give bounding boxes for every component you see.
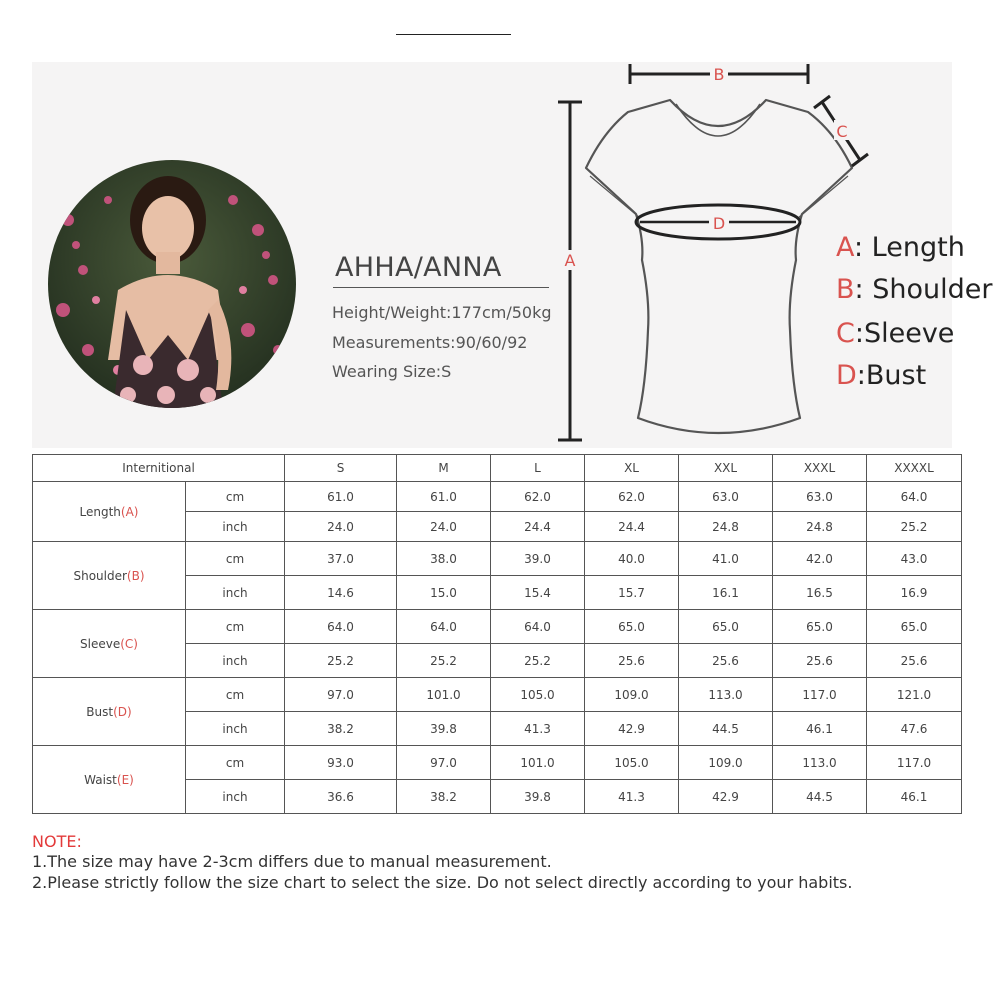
table-cell: 38.2: [285, 712, 397, 746]
unit-label: cm: [186, 746, 285, 780]
legend-length: A: Length: [836, 232, 965, 263]
table-cell: 117.0: [773, 678, 867, 712]
table-row: [33, 746, 962, 780]
model-wearing-size: Wearing Size:S: [332, 362, 452, 381]
table-cell: 24.4: [491, 512, 585, 542]
table-cell: 41.3: [585, 780, 679, 814]
table-cell: 24.0: [285, 512, 397, 542]
table-cell: 39.8: [491, 780, 585, 814]
table-row: [33, 610, 962, 644]
header-size: L: [491, 455, 585, 482]
unit-label: cm: [186, 542, 285, 576]
header-size: M: [397, 455, 491, 482]
table-cell: 40.0: [585, 542, 679, 576]
unit-label: inch: [186, 512, 285, 542]
legend-bust: D:Bust: [836, 360, 927, 391]
table-cell: 16.1: [679, 576, 773, 610]
label-b: B: [713, 65, 725, 84]
header-international: Internitional: [33, 455, 285, 482]
table-header-row: [33, 455, 962, 482]
table-cell: 41.3: [491, 712, 585, 746]
table-cell: 65.0: [773, 610, 867, 644]
table-cell: 64.0: [285, 610, 397, 644]
label-d: D: [712, 214, 726, 233]
header-size: XXL: [679, 455, 773, 482]
table-cell: 62.0: [585, 482, 679, 512]
label-a: A: [564, 251, 576, 270]
table-cell: 25.6: [679, 644, 773, 678]
model-name: AHHA/ANNA: [335, 252, 502, 283]
length-dimension: [558, 102, 582, 440]
table-cell: 44.5: [773, 780, 867, 814]
table-row: [33, 482, 962, 512]
table-cell: 105.0: [491, 678, 585, 712]
table-cell: 63.0: [679, 482, 773, 512]
table-cell: 65.0: [585, 610, 679, 644]
table-cell: 42.9: [679, 780, 773, 814]
table-row: [33, 542, 962, 576]
note-line-2: 2.Please strictly follow the size chart to select the size. Do not select directly according to your habits.: [32, 873, 853, 892]
table-cell: 39.8: [397, 712, 491, 746]
table-cell: 14.6: [285, 576, 397, 610]
legend-shoulder: B: Shoulder: [836, 274, 993, 305]
table-cell: 105.0: [585, 746, 679, 780]
table-cell: 109.0: [585, 678, 679, 712]
table-cell: 97.0: [397, 746, 491, 780]
note-line-1: 1.The size may have 2-3cm differs due to manual measurement.: [32, 852, 552, 871]
table-cell: 15.7: [585, 576, 679, 610]
table-cell: 39.0: [491, 542, 585, 576]
table-cell: 24.4: [585, 512, 679, 542]
table-cell: 25.2: [285, 644, 397, 678]
table-cell: 62.0: [491, 482, 585, 512]
table-cell: 25.6: [585, 644, 679, 678]
table-cell: 65.0: [867, 610, 962, 644]
table-cell: 43.0: [867, 542, 962, 576]
table-cell: 24.8: [773, 512, 867, 542]
table-cell: 25.6: [773, 644, 867, 678]
table-cell: 46.1: [867, 780, 962, 814]
header-size: XXXL: [773, 455, 867, 482]
header-size: S: [285, 455, 397, 482]
table-cell: 25.6: [867, 644, 962, 678]
table-cell: 24.8: [679, 512, 773, 542]
unit-label: cm: [186, 610, 285, 644]
table-cell: 36.6: [285, 780, 397, 814]
header-size: XL: [585, 455, 679, 482]
table-cell: 64.0: [491, 610, 585, 644]
table-cell: 63.0: [773, 482, 867, 512]
measurement-name: Shoulder(B): [33, 542, 186, 610]
table-cell: 121.0: [867, 678, 962, 712]
size-chart-table: [32, 454, 962, 814]
table-cell: 61.0: [285, 482, 397, 512]
table-cell: 16.5: [773, 576, 867, 610]
table-cell: 16.9: [867, 576, 962, 610]
table-cell: 15.4: [491, 576, 585, 610]
table-cell: 38.2: [397, 780, 491, 814]
header-size: XXXXL: [867, 455, 962, 482]
note-title: NOTE:: [32, 832, 82, 851]
tshirt-outline: [586, 100, 852, 433]
table-cell: 109.0: [679, 746, 773, 780]
table-cell: 42.9: [585, 712, 679, 746]
table-cell: 101.0: [491, 746, 585, 780]
tshirt-measurement-diagram: [0, 0, 1000, 460]
table-cell: 117.0: [867, 746, 962, 780]
table-cell: 25.2: [397, 644, 491, 678]
unit-label: inch: [186, 576, 285, 610]
table-cell: 42.0: [773, 542, 867, 576]
table-cell: 41.0: [679, 542, 773, 576]
table-cell: 64.0: [867, 482, 962, 512]
unit-label: inch: [186, 712, 285, 746]
table-row: [33, 678, 962, 712]
table-cell: 93.0: [285, 746, 397, 780]
unit-label: cm: [186, 482, 285, 512]
table-cell: 64.0: [397, 610, 491, 644]
table-cell: 15.0: [397, 576, 491, 610]
measurement-name: Bust(D): [33, 678, 186, 746]
unit-label: inch: [186, 644, 285, 678]
measurement-name: Waist(E): [33, 746, 186, 814]
measurement-name: Length(A): [33, 482, 186, 542]
table-cell: 25.2: [867, 512, 962, 542]
table-cell: 47.6: [867, 712, 962, 746]
table-cell: 97.0: [285, 678, 397, 712]
table-cell: 101.0: [397, 678, 491, 712]
table-cell: 113.0: [773, 746, 867, 780]
table-cell: 24.0: [397, 512, 491, 542]
table-cell: 37.0: [285, 542, 397, 576]
table-cell: 25.2: [491, 644, 585, 678]
unit-label: inch: [186, 780, 285, 814]
table-cell: 46.1: [773, 712, 867, 746]
model-height-weight: Height/Weight:177cm/50kg: [332, 303, 552, 322]
model-measurements: Measurements:90/60/92: [332, 333, 528, 352]
table-cell: 38.0: [397, 542, 491, 576]
table-cell: 44.5: [679, 712, 773, 746]
unit-label: cm: [186, 678, 285, 712]
table-cell: 113.0: [679, 678, 773, 712]
label-c: C: [836, 122, 848, 141]
measurement-name: Sleeve(C): [33, 610, 186, 678]
table-cell: 65.0: [679, 610, 773, 644]
legend-sleeve: C:Sleeve: [836, 318, 955, 349]
table-cell: 61.0: [397, 482, 491, 512]
